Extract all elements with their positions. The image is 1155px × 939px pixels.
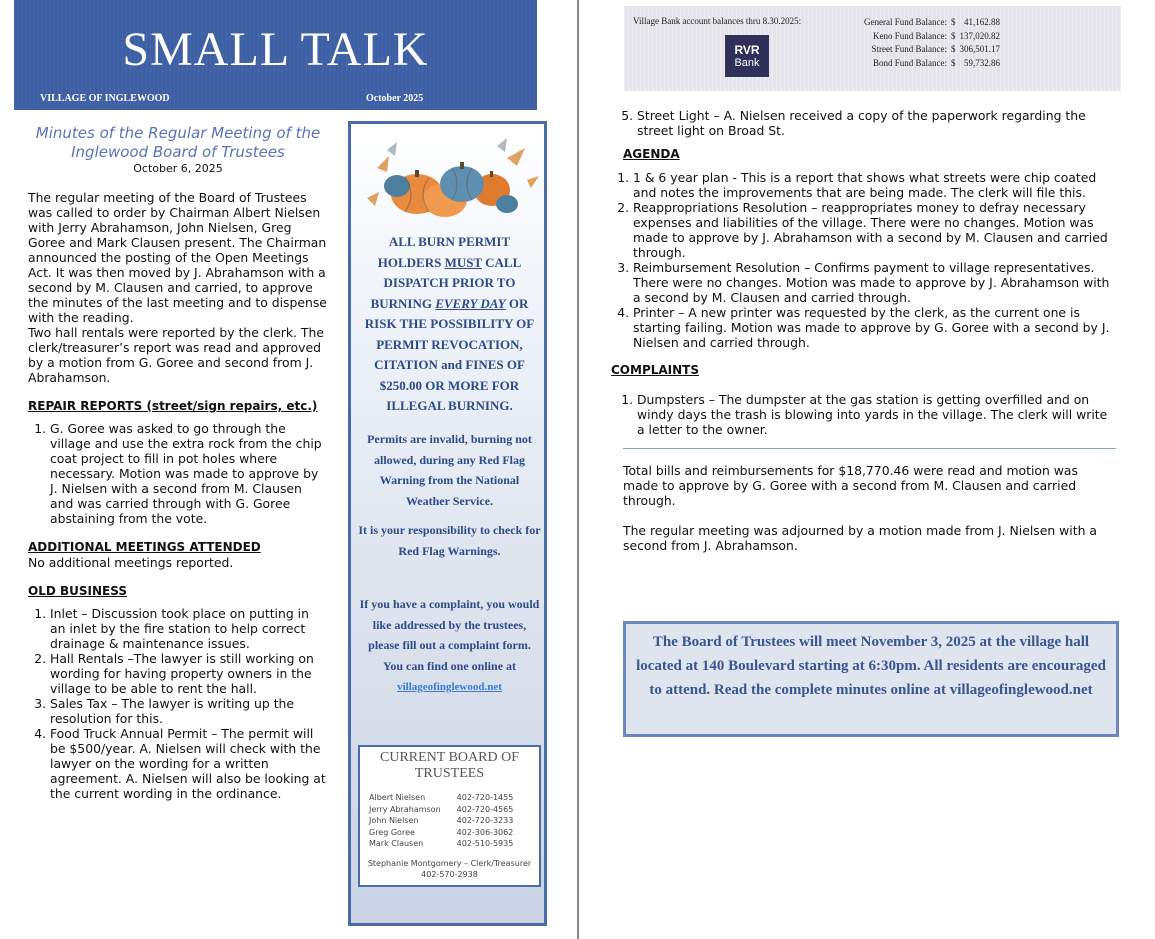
complaints-heading: COMPLAINTS	[611, 363, 700, 377]
table-row: Albert Nielsen 402-720-1455	[369, 793, 514, 802]
list-item: 4. Printer – A new printer was requested by the clerk, as the current one is starting failing. Motion was made to approve by G. Goree with a second by J. Nielsen and carried through.	[633, 305, 1116, 350]
clerk-info: Stephanie Montgomery – Clerk/Treasurer 402-570-2938	[367, 858, 532, 879]
old-business-heading: OLD BUSINESS	[28, 584, 127, 598]
burn-notice-must: MUST	[444, 254, 482, 270]
table-row: General Fund Balance: $ 41,162.88	[864, 17, 1000, 27]
newsletter-title: SMALL TALK	[122, 23, 429, 76]
minutes-column	[28, 124, 328, 801]
table-row: Greg Goree 402-306-3062	[369, 827, 514, 837]
list-item: 4. Food Truck Annual Permit – The permit will be $500/year. A. Nielsen will check with the lawyer on the wording for a written agreement. A. Nielsen will also be looking at the current wording in the ordinance.	[50, 726, 328, 801]
table-row: Jerry Abrahamson 402-720-4565	[369, 804, 514, 814]
page-divider	[577, 0, 579, 939]
adjourn-text: The regular meeting was adjourned by a motion made from J. Nielsen with a second from J. Abrahamson.	[623, 523, 1097, 553]
board-of-trustees-box	[358, 745, 541, 887]
board-title: CURRENT BOARD OF TRUSTEES	[380, 750, 519, 781]
agenda-list	[611, 170, 1116, 350]
table-row: John Nielsen 402-720-3233	[369, 816, 514, 825]
table-row: Bond Fund Balance: $ 59,732.86	[872, 57, 1000, 68]
minutes-intro: The regular meeting of the Board of Trustees was called to order by Chairman Albert Nielsen with Jerry Abrahamson, John Nielsen, Greg Goree and Mark Clausen present. The Chairman announced the posting of the Open Meetings Act. It was then moved by J. Abrahamson with a second by M. Clausen and carried, to approve the minutes of the last meeting and to dispense with the reading.	[28, 190, 327, 325]
agenda-heading: AGENDA	[623, 147, 680, 161]
repair-list	[28, 421, 328, 526]
section-divider	[623, 448, 1116, 449]
issue-month: October 2025	[366, 93, 424, 104]
complaints-list	[611, 392, 1116, 437]
old-business-list	[28, 606, 328, 801]
list-item: 3. Reimbursement Resolution – Confirms payment to village representatives. There were no changes. Motion was made to approve by J. Abrahamson with a second by M. Clausen and carried through.	[633, 260, 1116, 305]
list-item: 1. G. Goree was asked to go through the village and use the extra rock from the chip coat project to fill in pot holes where necessary. Motion was made to approve by J. Nielsen with a second from M. Clausen and was carried through with G. Goree abstaining from the vote.	[50, 421, 328, 526]
board-member-table	[369, 792, 513, 850]
repair-heading: REPAIR REPORTS (street/sign repairs, etc.)	[28, 399, 318, 413]
list-item: 3. Sales Tax – The lawyer is writing up the resolution for this.	[50, 696, 328, 726]
minutes-title: Minutes of the Regular Meeting of the Inglewood Board of Trustees	[35, 124, 321, 161]
table-row: Mark Clausen 402-510-5935	[369, 839, 514, 848]
website-link[interactable]: villageofinglewood.net	[397, 681, 502, 693]
list-item: 2. Hall Rentals –The lawyer is still working on wording for having property owners in the village to be able to rent the hall.	[50, 651, 328, 696]
fund-balances-table	[864, 16, 1000, 70]
red-flag-notice: Permits are invalid, burning not allowed, during any Red Flag Warning from the National Weather Service.	[367, 432, 532, 508]
minutes-column-continued	[611, 108, 1116, 553]
table-row: Street Fund Balance: $ 306,501.17	[871, 44, 1000, 54]
old-business-list-continued	[611, 108, 1116, 138]
list-item: 1. Inlet – Discussion took place on putting in an inlet by the fire station to help correct drainage & maintenance issues.	[50, 606, 328, 651]
balances-as-of: Village Bank account balances thru 8.30.2025:	[633, 16, 802, 26]
bills-text: Total bills and reimbursements for $18,770.46 were read and motion was made to approve by G. Goree with a second from M. Clausen and carried through.	[623, 463, 1078, 508]
additional-heading: ADDITIONAL MEETINGS ATTENDED	[28, 540, 261, 554]
responsibility-notice: It is your responsibility to check for Red Flag Warnings.	[358, 523, 541, 558]
burn-notice-every-day: EVERY DAY	[435, 295, 506, 311]
complaint-notice: If you have a complaint, you would like addressed by the trustees, please fill out a complaint form. You can find one online at villageofinglewood.net	[359, 597, 540, 693]
rvr-bank-logo: RVR Bank	[725, 35, 769, 77]
minutes-intro-2: Two hall rentals were reported by the clerk. The clerk/treasurer’s report was read and approved by a motion from G. Goree and second from J. Abrahamson.	[28, 325, 324, 385]
next-meeting-notice: The Board of Trustees will meet November 3, 2025 at the village hall located at 140 Boulevard starting at 6:30pm. All residents are encouraged to attend. Read the complete minutes online at villageofinglewood.net	[623, 621, 1119, 737]
burn-permit-notice: ALL BURN PERMIT HOLDERS MUST CALL DISPATCH PRIOR TO BURNING EVERY DAY OR RISK THE POSSIBILITY OF PERMIT REVOCATION, CITATION and FINES OF $250.00 OR MORE FOR ILLEGAL BURNING.	[364, 234, 535, 413]
list-item: 5. Street Light – A. Nielsen received a copy of the paperwork regarding the street light on Broad St.	[637, 108, 1116, 138]
additional-text: No additional meetings reported.	[28, 555, 234, 570]
list-item: 1. Dumpsters – The dumpster at the gas station is getting overfilled and on windy days the trash is blowing into yards in the village. The clerk will write a letter to the owner.	[637, 392, 1116, 437]
bank-balances-box	[624, 6, 1121, 91]
list-item: 2. Reappropriations Resolution – reappropriates money to defray necessary expenses and liabilities of the village. There were no changes. Motion was made to approve by J. Abrahamson with a second by M. Clausen and carried through.	[633, 200, 1116, 260]
pumpkin-illustration	[357, 128, 542, 223]
village-name: VILLAGE OF INGLEWOOD	[40, 93, 170, 104]
burn-notice-panel	[348, 121, 547, 926]
table-row: Keno Fund Balance: $ 137,020.82	[872, 30, 1000, 41]
masthead	[14, 0, 537, 110]
list-item: 1. 1 & 6 year plan - This is a report that shows what streets were chip coated and notes the improvements that are being made. The clerk will file this.	[633, 170, 1116, 200]
minutes-date: October 6, 2025	[133, 162, 223, 175]
